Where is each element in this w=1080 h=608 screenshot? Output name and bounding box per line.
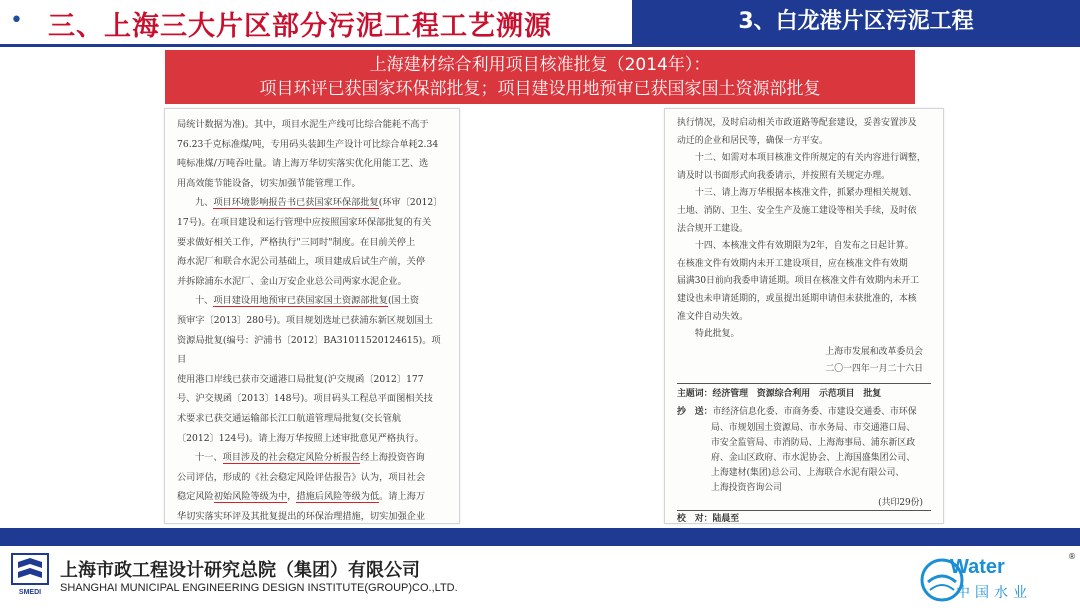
doc-line: 法合规开工建设。 [677, 223, 748, 234]
banner-line-2: 项目环评已获国家环保部批复；项目建设用地预审已获国家国土资源部批复 [259, 79, 821, 99]
section-title: 3、白龙港片区污泥工程 [632, 0, 1080, 44]
cc-line [677, 404, 931, 422]
text-segment: ， [287, 491, 297, 503]
doc-line: 请及时以书面形式向我委请示，并按照有关规定办理。 [677, 170, 890, 181]
watermark-text-cn: 中国水业 [956, 585, 1032, 601]
highlight-underline: 初始风险等级为中 [213, 491, 288, 503]
doc-line: 建设也未申请延期的，或虽提出延期申请但未获批准的，本核 [677, 293, 917, 304]
footer-bar [0, 528, 1080, 546]
watermark-text-en: Water [950, 556, 1005, 578]
cc-line: 府、金山区政府、市水泥协会、上海国盛集团公司、 [711, 453, 916, 464]
document-page-right [664, 108, 944, 524]
doc-line: 公司评估，形成的《社会稳定风险评估报告》认为，项目社会 [177, 471, 426, 483]
logo-text: SMEDI [18, 589, 42, 596]
clause-9-heading [177, 193, 447, 213]
doc-line-risk [177, 487, 447, 507]
clause-prefix: 十、 [195, 295, 214, 307]
highlight-underline: 项目涉及的社会稳定风险分析报告 [222, 452, 361, 464]
doc-line: 华切实落实环评及其批复提出的环保治理措施，切实加强企业 [177, 510, 426, 522]
text-segment: 。请上海万 [379, 491, 426, 503]
highlight-underline: 项目建设用地预审已获国家国土资源部批复 [213, 295, 388, 307]
cc-block [677, 383, 931, 524]
doc-line: 号、沪交规函〔2013〕148号)。项目码头工程总平面图相关技 [177, 393, 433, 405]
doc-line: 在核准文件有效期内未开工建设项目，应在核准文件有效期 [677, 258, 908, 269]
registered-mark: ® [1068, 552, 1076, 561]
clause-10-heading [177, 291, 447, 311]
banner-line-1: 上海建材综合利用项目核准批复（2014年）： [369, 55, 711, 75]
clause-rest: (国土资 [387, 295, 420, 307]
doc-line: 准文件自动失效。 [677, 311, 748, 322]
doc-line: 十三、请上海万华根据本核准文件，抓紧办理相关规划、 [695, 188, 917, 199]
doc-line: 并拆除浦东水泥厂、金山万安企业总公司两家水泥企业。 [177, 275, 407, 287]
summary-banner [165, 50, 915, 104]
doc-line: 要求做好相关工作，严格执行"三同时"制度。在目前关停上 [177, 236, 416, 248]
doc-line: 吨标准煤/万吨吞吐量。请上海万华切实落实优化用能工艺、选 [177, 158, 429, 170]
doc-line: 动迁的企业和居民等，确保一方平安。 [677, 135, 828, 146]
cc-line: 局、市规划国土资源局、市水务局、市交通港口局、 [711, 423, 916, 434]
doc-line: 用高效能节能设备，切实加强节能管理工作。 [177, 177, 361, 189]
doc-line: 术要求已获交通运输部长江口航道管理局批复(交长管航 [177, 412, 402, 424]
copies-count: (共印29份) [878, 498, 923, 509]
signer: 上海市发展和改革委员会 [825, 346, 923, 357]
clause-prefix: 九、 [195, 197, 214, 209]
cc-line: 上海投资咨询公司 [711, 483, 782, 494]
sign-date: 二〇一四年一月二十六日 [825, 364, 923, 375]
header-divider [0, 44, 1080, 47]
cc-line: 上海建材(集团)总公司、上海联合水泥有限公司、 [711, 468, 905, 479]
doc-line: 十四、本核准文件有效期限为2年，自发布之日起计算。 [695, 241, 914, 252]
cc-line: 市安全监管局、市消防局、上海海事局、浦东新区政 [711, 438, 916, 449]
cc-text: 市经济信息化委、市商务委、市建设交通委、市环保 [712, 406, 917, 417]
doc-line: 76.23千克标准煤/吨，专用码头装卸生产设计可比综合单耗2.34 [177, 138, 439, 150]
company-logo-icon [10, 552, 50, 596]
doc-line: 海水泥厂和联合水泥公司基础上，项目建成后试生产前，关停 [177, 256, 426, 268]
company-name-en: SHANGHAI MUNICIPAL ENGINEERING DESIGN INSTITUTE(GROUP)CO.,LTD. [60, 582, 458, 594]
highlight-underline: 项目环境影响报告书已获国家环保部批复 [213, 197, 379, 209]
highlight-underline: 措施后风险等级为低 [296, 491, 380, 503]
document-page-left [164, 108, 460, 524]
bullet: • [10, 8, 23, 33]
doc-line: 17号)。在项目建设和运行管理中应按照国家环保部批复的有关 [177, 216, 432, 228]
doc-line: 十二、如需对本项目核准文件所规定的有关内容进行调整， [695, 153, 926, 164]
page-title: 三、上海三大片区部分污泥工程工艺溯源 [48, 11, 552, 42]
clause-rest: 经上海投资咨询 [360, 452, 425, 464]
clause-11-heading [177, 448, 447, 468]
clause-prefix: 十一、 [195, 452, 223, 464]
clause-rest: (环审〔2012〕 [378, 197, 443, 209]
company-name-cn: 上海市政工程设计研究总院（集团）有限公司 [60, 560, 420, 581]
header-left [0, 0, 632, 44]
doc-line: 使用港口岸线已获市交通港口局批复(沪交规函〔2012〕177 [177, 373, 424, 385]
cc-label: 抄 送： [677, 406, 713, 417]
doc-line: 特此批复。 [695, 329, 740, 340]
doc-line: 执行情况，及时启动相关市政道路等配套建设，妥善安置涉及 [677, 118, 917, 128]
subject-line: 主题词：经济管理 资源综合利用 示范项目 批复 [677, 388, 882, 399]
doc-line: 届满30日前向我委申请延期。项目在核准文件有效期内未开工 [677, 276, 920, 287]
doc-line: 资源局批复(编号：沪浦书〔2012〕BA31011520124615)。项目 [177, 334, 441, 366]
doc-line: 局统计数据为准)。其中，项目水泥生产线可比综合能耗不高于 [177, 119, 429, 130]
text-segment: 稳定风险 [177, 491, 214, 503]
proofreader: 校 对：陆晨至 [677, 510, 931, 524]
doc-line: 〔2012〕124号)。请上海万华按照上述审批意见严格执行。 [177, 432, 424, 444]
doc-line: 预审字〔2013〕280号)。项目规划选址已获浦东新区规划国土 [177, 314, 433, 326]
doc-line: 土地、消防、卫生、安全生产及施工建设等相关手续，及时依 [677, 205, 917, 216]
